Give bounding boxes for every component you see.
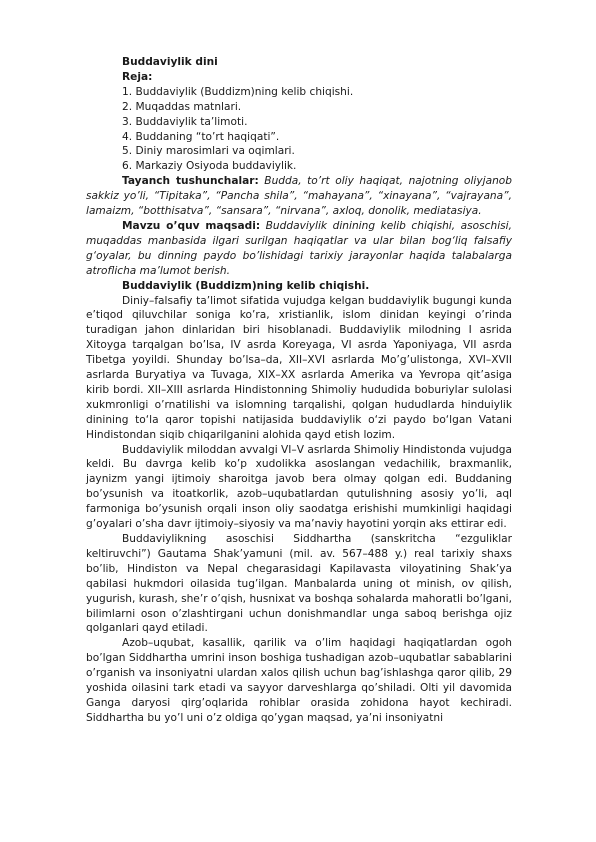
keywords-text: Budda, to’rt oliy haqiqat, najotning oliyjanob sakkiz yo’li, “Tipitaka”, “Pancha shila”, “mahayana”, “xinayana”, “vajrayana”, lamaizm, “botthisatva”, “sansara”, “nirvana”, axloq, donolik, mediatasiya. [86, 175, 512, 218]
plan-label: Reja: [122, 70, 153, 83]
document-title: Buddaviylik dini [122, 56, 218, 68]
plan-item: 5. Diniy marosimlari va oqimlari. [122, 145, 295, 158]
goal-label: Mavzu o’quv maqsadi: [122, 219, 261, 232]
document-page [86, 55, 512, 726]
body-paragraph: Azob–uqubat, kasallik, qarilik va o’lim haqidagi haqiqatlardan ogoh bo’lgan Siddhartha umrini inson boshiga tushadigan azob–uqubatlar sabablarini o’rganish va insoniyatni ulardan xalos qilish uchun bag’ishlashga qaror qilib, 29 yoshida oilasini tark etadi va sayyor darveshlarga qo’shiladi. Olti yil davomida Ganga daryosi qirg’oqlarida rohiblar orasida zohidona hayot kechiradi. Siddhartha bu yo’l uni o’z oldiga qo’ygan maqsad, ya’ni insoniyatni [86, 637, 512, 724]
plan-item: 6. Markaziy Osiyoda buddaviylik. [122, 160, 297, 173]
plan-item: 3. Buddaviylik ta’limoti. [122, 115, 248, 128]
keywords-paragraph [86, 174, 512, 219]
body-paragraph: Buddaviylikning asoschisi Siddhartha (sanskritcha “ezguliklar keltiruvchi”) Gautama Shak’yamuni (mil. av. 567–488 y.) real tarixiy shaxs bo’lib, Hindiston va Nepal chegarasidagi Kapilavasta viloyatining Shak’ya qabilasi hukmdori oilasida tug’ilgan. Manbalarda uning ot minish, ov qilish, yugurish, kurash, she’r o’qish, husnixat va boshqa sohalarda mahoratli bo’lgani, bilimlarni oson o’zlashtirgani uchun donishmandlar unga saboq berishga ojiz qolganlari qayd etiladi. [86, 533, 512, 635]
plan-item: 1. Buddaviylik (Buddizm)ning kelib chiqishi. [122, 85, 354, 98]
goal-text: Buddaviylik dinining kelib chiqishi, asoschisi, muqaddas manbasida ilgari surilgan haqiqatlar va ular bilan bog‘liq falsafiy g‘oyalar, bu dinning paydo bo’lishidagi tarixiy jarayonlar haqida talabalarga atroflicha ma’lumot berish. [86, 219, 512, 277]
section-heading: Buddaviylik (Buddizm)ning kelib chiqishi. [122, 279, 370, 292]
body-paragraph: Diniy–falsafiy ta’limot sifatida vujudga kelgan buddaviylik bugungi kunda e’tiqod qiluvchilar soniga ko’ra, xristianlik, islom dinidan keyingi o’rinda turadigan jahon dinlaridan biri hisoblanadi. Buddaviylik milodning I asrida Xitoyga tarqalgan bo’lsa, IV asrda Koreyaga, VI asrda Yaponiyaga, VII asrda Tibetga yoyildi. Shunday bo’lsa–da, XII–XVI asrlarda Mo’g’ulistonga, XVI–XVII asrlarda Buryatiya va Tuvaga, XIX–XX asrlarda Amerika va Yevropa qit’asiga kirib bordi. XII–XIII asrlarda Hindistonning Shimoliy hududida boburiylar sulolasi xukmronligi o’rnatilishi va islomning tarqalishi, qolgan hududlarda hinduiylik dinining to‘la qaror topishi natijasida buddaviylik o‘zi paydo bo‘lgan Vatani Hindistondan siqib chiqarilganini alohida qayd etish lozim. [86, 294, 512, 441]
keywords-label: Tayanch tushunchalar: [122, 175, 259, 188]
goal-paragraph [86, 219, 512, 279]
body-paragraph: Buddaviylik miloddan avvalgi VI–V asrlarda Shimoliy Hindistonda vujudga keldi. Bu davrga kelib ko’p xudolikka asoslangan vedachilik, braxmanlik, jaynizm yangi ijtimoiy sharoitga javob bera olmay qolgan edi. Buddaning bo’ysunish va itoatkorlik, azob–uqubatlardan qutulishning asosiy yo’li, aql farmoniga bo’ysunish orqali inson oliy saodatga erishishi mumkinligi haqidagi g’oyalari o’sha davr ijtimoiy–siyosiy va ma’naviy hayotini yorqin aks ettirar edi. [86, 443, 512, 531]
plan-list [86, 85, 512, 174]
plan-item: 2. Muqaddas matnlari. [122, 100, 242, 113]
plan-item: 4. Buddaning “to’rt haqiqati”. [122, 130, 280, 143]
